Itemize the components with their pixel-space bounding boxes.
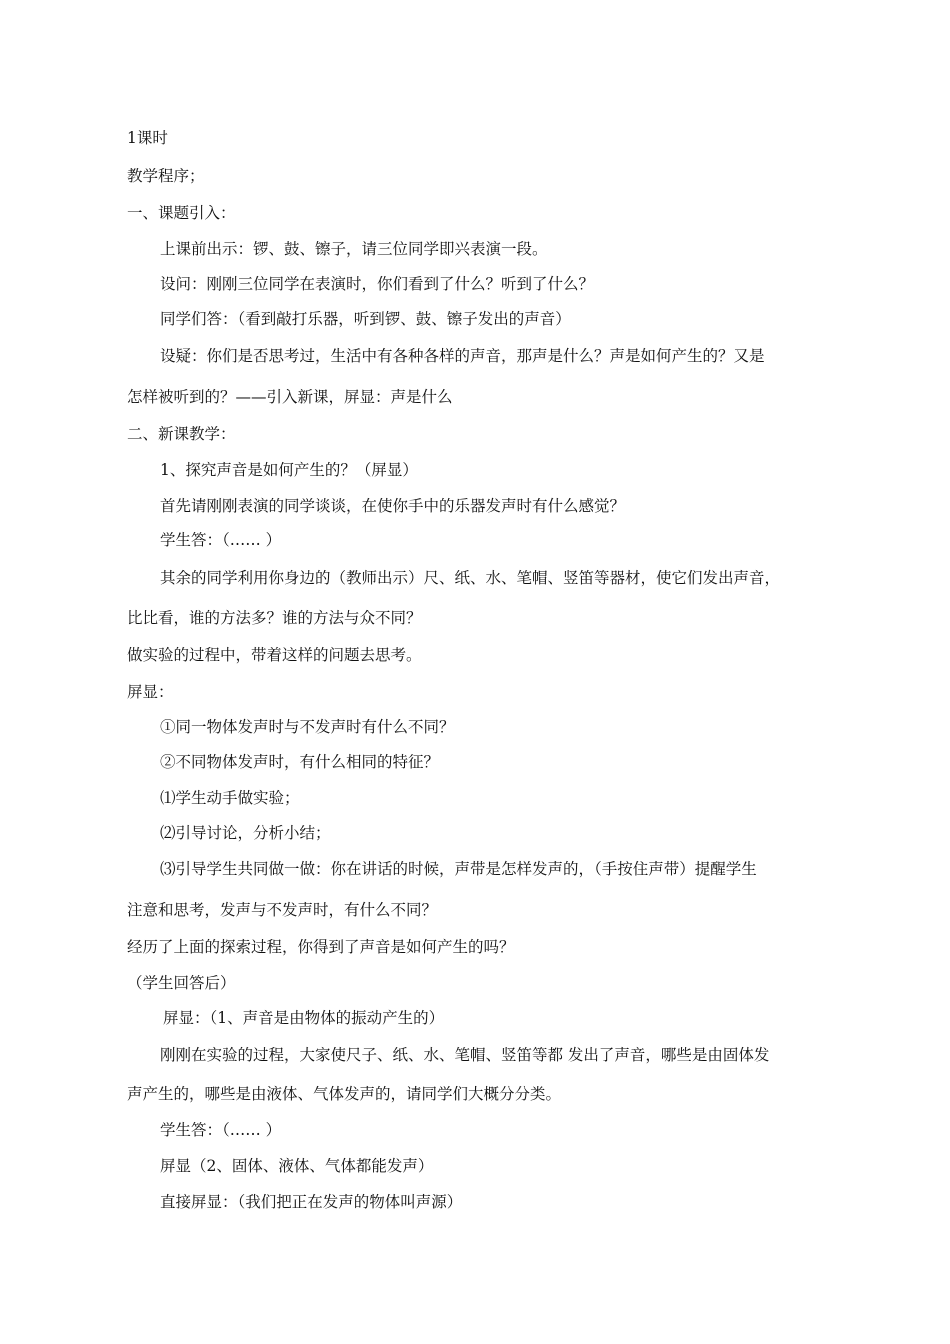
paragraph: 1、探究声音是如何产生的？（屏显） (160, 461, 418, 479)
paragraph: （学生回答后） (127, 974, 236, 992)
list-item: ⑴学生动手做实验； (160, 789, 300, 807)
list-item: ②不同物体发声时，有什么相同的特征？ (160, 753, 440, 771)
lesson-hours: 1课时 (127, 129, 168, 147)
paragraph: 怎样被听到的？——引入新课，屏显：声是什么 (127, 388, 453, 406)
paragraph: 学生答：（…… ） (160, 1121, 282, 1139)
paragraph: 经历了上面的探索过程，你得到了声音是如何产生的吗？ (127, 938, 515, 956)
paragraph: 同学们答：（看到敲打乐器，听到锣、鼓、镲子发出的声音） (160, 310, 571, 328)
paragraph: 刚刚在实验的过程，大家使尺子、纸、水、笔帽、竖笛等都 发出了声音，哪些是由固体发 (160, 1046, 770, 1064)
paragraph: 屏显： (127, 683, 174, 701)
paragraph: 屏显：（1、声音是由物体的振动产生的） (163, 1009, 445, 1027)
list-item: ⑵引导讨论，分析小结； (160, 824, 331, 842)
section-1-heading: 一、课题引入： (127, 204, 236, 222)
paragraph: 设疑：你们是否思考过，生活中有各种各样的声音，那声是什么？声是如何产生的？又是 (160, 347, 765, 365)
list-item: ⑶引导学生共同做一做：你在讲话的时候，声带是怎样发声的，（手按住声带）提醒学生 (160, 860, 757, 878)
paragraph: 上课前出示：锣、鼓、镲子，请三位同学即兴表演一段。 (160, 240, 548, 258)
list-item: ①同一物体发声时与不发声时有什么不同？ (160, 718, 455, 736)
paragraph: 设问：刚刚三位同学在表演时，你们看到了什么？听到了什么？ (160, 275, 595, 293)
paragraph: 学生答：（…… ） (160, 531, 282, 549)
paragraph: 首先请刚刚表演的同学谈谈，在使你手中的乐器发声时有什么感觉？ (160, 497, 626, 515)
paragraph: 比比看，谁的方法多？谁的方法与众不同？ (127, 609, 422, 627)
teaching-procedure-heading: 教学程序； (127, 167, 205, 185)
section-2-heading: 二、新课教学： (127, 425, 236, 443)
paragraph: 屏显（2、固体、液体、气体都能发声） (160, 1157, 434, 1175)
paragraph: 注意和思考，发声与不发声时，有什么不同？ (127, 901, 438, 919)
paragraph: 做实验的过程中，带着这样的问题去思考。 (127, 646, 422, 664)
paragraph: 其余的同学利用你身边的（教师出示）尺、纸、水、笔帽、竖笛等器材，使它们发出声音， (160, 569, 781, 587)
paragraph: 声产生的，哪些是由液体、气体发声的，请同学们大概分分类。 (127, 1085, 562, 1103)
paragraph: 直接屏显：（我们把正在发声的物体叫声源） (160, 1193, 463, 1211)
